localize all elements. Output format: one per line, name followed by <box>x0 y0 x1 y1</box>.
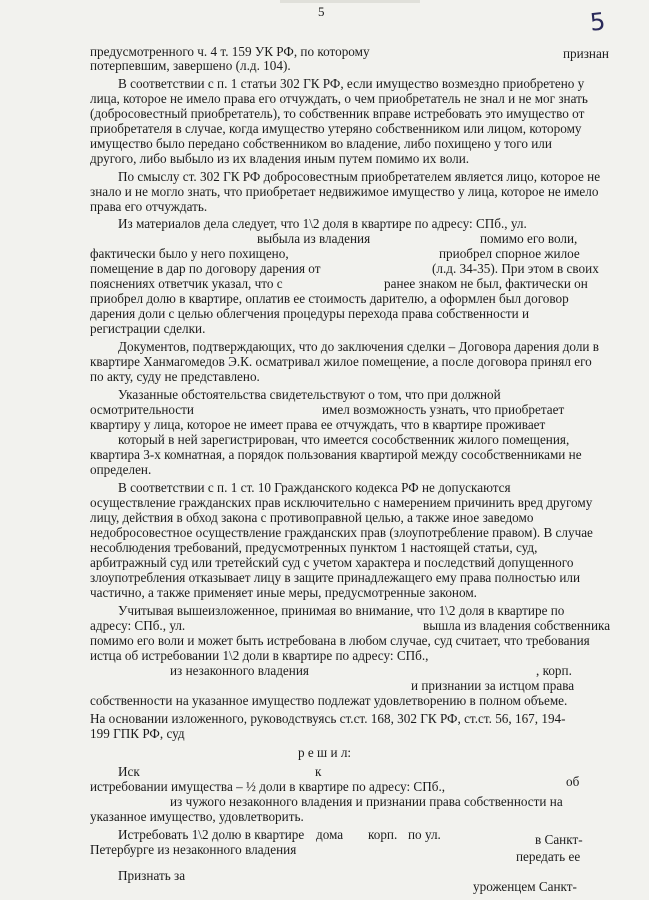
text-line: Признать за <box>118 868 186 883</box>
text-line: фактически было у него похищено, <box>90 246 289 261</box>
text-line: признан <box>563 46 609 61</box>
text-line: квартиру у лица, которое не имеет права ее отчуждать, что в квартире проживает <box>90 417 546 432</box>
text-line: В соответствии с п. 1 ст. 10 Гражданского кодекса РФ не допускаются <box>118 480 511 495</box>
text-line: адресу: СПб., ул. <box>90 618 186 633</box>
text-line: злоупотребления отказывает лицу в защите принадлежащего ему права полностью или <box>90 570 581 585</box>
text-line: ранее знаком не был, фактически он <box>384 276 588 291</box>
text-line: помимо его воли, <box>480 231 578 246</box>
text-line: дарения доли с целью облегчения процедуры перехода права собственности и <box>90 306 530 321</box>
text-line: р е ш и л: <box>298 745 352 760</box>
text-line: уроженцем Санкт- <box>473 879 577 894</box>
text-line: недобросовестное осуществление гражданских прав (злоупотребление правом). В случае <box>90 525 593 540</box>
text-line: Учитывая вышеизложенное, принимая во внимание, что 1\2 доля в квартире по <box>118 603 565 618</box>
text-line: По смыслу ст. 302 ГК РФ добросовестным приобретателем является лицо, которое не <box>118 169 601 184</box>
text-line: к <box>315 764 322 779</box>
text-line: лица, которое не имело права его отчуждать, о чем приобретатель не знал и не мог знать <box>90 91 588 106</box>
text-line: другого, либо выбыло из их владения иным путем помимо их воли. <box>90 151 470 166</box>
text-line: приобрел долю в квартире, оплатив ее стоимость дарителю, а оформлен был договор <box>90 291 569 306</box>
handwritten-page-mark: 5 <box>588 7 607 37</box>
text-line: Указанные обстоятельства свидетельствуют о том, что при должной <box>118 387 501 402</box>
text-line: по ул. <box>408 827 441 842</box>
text-line: из незаконного владения <box>170 663 309 678</box>
text-line: квартире Ханмагомедов Э.К. осматривал жилое помещение, а после договора принял его <box>90 354 592 369</box>
text-line: корп. <box>368 827 398 842</box>
text-line: выбыла из владения <box>257 231 371 246</box>
text-line: который в ней зарегистрирован, что имеется сособственник жилого помещения, <box>118 432 570 447</box>
text-line: 199 ГПК РФ, суд <box>90 726 185 741</box>
text-line: знало и не могло знать, что приобретает недвижимое имущество у лица, которое не имело <box>90 184 599 199</box>
text-line: пояснениях ответчик указал, что с <box>90 276 283 291</box>
text-line: Документов, подтверждающих, что до заключения сделки – Договора дарения доли в <box>118 339 599 354</box>
text-line: указанное имущество, удовлетворить. <box>90 809 304 824</box>
text-line: (добросовестный приобретатель), то собственник вправе истребовать это имущество от <box>90 106 585 121</box>
text-line: приобретателя в случае, когда имущество утеряно собственником или лицом, которому <box>90 121 582 136</box>
page-number: 5 <box>318 4 325 19</box>
text-line: Петербурге из незаконного владения <box>90 842 297 857</box>
text-line: истца об истребовании 1\2 доли в квартире по адресу: СПб., <box>90 648 429 663</box>
text-line: об <box>566 774 580 789</box>
text-line: имел возможность узнать, что приобретает <box>322 402 565 417</box>
text-line: права его отчуждать. <box>90 199 208 214</box>
text-line: (л.д. 34-35). При этом в своих <box>432 261 599 276</box>
text-line: вышла из владения собственника <box>423 618 611 633</box>
text-line: передать ее <box>516 849 581 864</box>
text-line: и признании за истцом права <box>411 678 575 693</box>
text-line: лицу, действия в обход закона с противоправной целью, а также иное заведомо <box>90 510 534 525</box>
scan-edge-shadow <box>280 0 420 3</box>
text-line: из чужого незаконного владения и признании права собственности на <box>170 794 563 809</box>
text-line: Истребовать 1\2 долю в квартире <box>118 827 305 842</box>
text-line: арбитражный суд или третейский суд с учетом характера и последствий допущенного <box>90 555 574 570</box>
text-line: предусмотренного ч. 4 т. 159 УК РФ, по которому <box>90 44 370 59</box>
text-line: определен. <box>90 462 152 477</box>
text-line: Иск <box>118 764 140 779</box>
text-line: помимо его воли и может быть истребована в любом случае, суд считает, что требования <box>90 633 590 648</box>
text-line: потерпевшим, завершено (л.д. 104). <box>90 58 291 73</box>
text-line: собственности на указанное имущество подлежат удовлетворению в полном объеме. <box>90 693 568 708</box>
text-line: приобрел спорное жилое <box>439 246 580 261</box>
text-line: регистрации сделки. <box>90 321 206 336</box>
text-line: частично, а также применяет иные меры, предусмотренные законом. <box>90 585 477 600</box>
text-line: осуществление гражданских прав исключительно с намерением причинить вред другому <box>90 495 593 510</box>
text-line: , корп. <box>536 663 572 678</box>
text-line: истребовании имущества – ½ доли в квартире по адресу: СПб., <box>90 779 446 794</box>
text-line: дома <box>316 827 344 842</box>
text-line: осмотрительности <box>90 402 194 417</box>
text-line: На основании изложенного, руководствуясь ст.ст. 168, 302 ГК РФ, ст.ст. 56, 167, 194- <box>90 711 566 726</box>
text-line: квартира 3-х комнатная, а порядок пользования квартирой между сособственниками не <box>90 447 582 462</box>
text-line: Из материалов дела следует, что 1\2 доля в квартире по адресу: СПб., ул. <box>118 216 527 231</box>
text-line: по акту, суду не представлено. <box>90 369 260 384</box>
text-line: имущество было передано собственником во владение, либо похищено у того или <box>90 136 552 151</box>
text-line: несоблюдения требований, предусмотренных пунктом 1 настоящей статьи, суд, <box>90 540 538 555</box>
text-line: помещение в дар по договору дарения от <box>90 261 321 276</box>
text-line: В соответствии с п. 1 статьи 302 ГК РФ, если имущество возмездно приобретено у <box>118 76 585 91</box>
text-line: в Санкт- <box>535 832 583 847</box>
